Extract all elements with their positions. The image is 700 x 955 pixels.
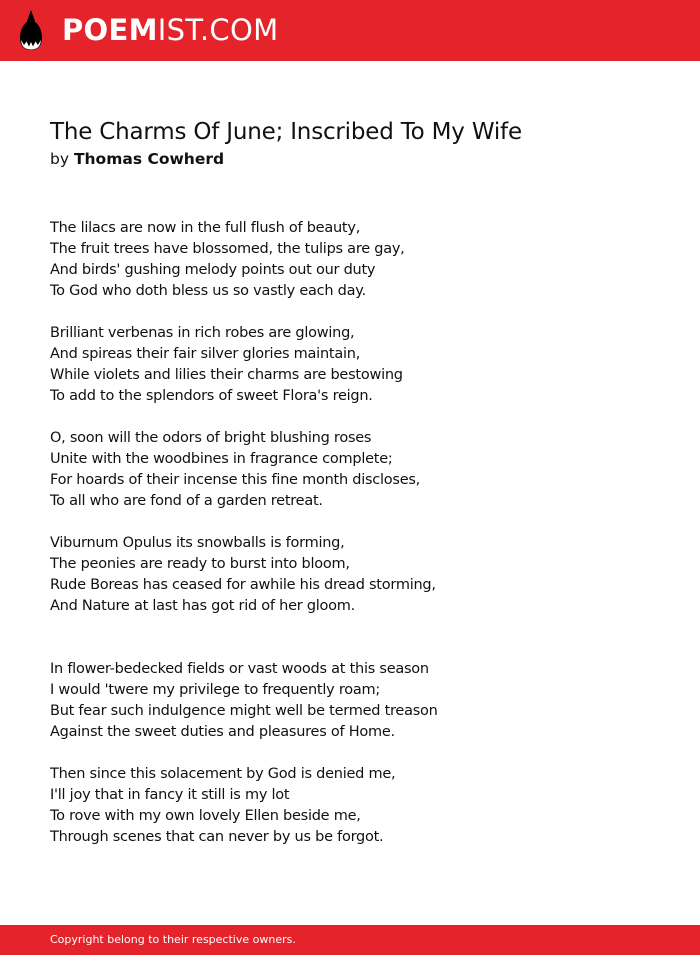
poem-line: Rude Boreas has ceased for awhile his dread storming, — [50, 577, 436, 593]
site-logo-link[interactable] — [18, 9, 278, 51]
poem-line: To all who are fond of a garden retreat. — [50, 493, 323, 509]
poem-line: And spireas their fair silver glories maintain, — [50, 346, 361, 362]
poem-line: The lilacs are now in the full flush of beauty, — [50, 220, 361, 236]
poem-line: I'll joy that in fancy it still is my lot — [50, 787, 290, 803]
by-label: by — [50, 150, 70, 168]
poem-line: Against the sweet duties and pleasures of Home. — [50, 724, 395, 740]
stanza — [50, 764, 650, 848]
pencil-tip-icon — [18, 9, 44, 51]
site-header — [0, 0, 700, 61]
poem-line: For hoards of their incense this fine month discloses, — [50, 472, 421, 488]
stanza — [50, 533, 650, 617]
poem-line: Through scenes that can never by us be forgot. — [50, 829, 384, 845]
stanza — [50, 323, 650, 407]
poem-line: To God who doth bless us so vastly each day. — [50, 283, 366, 299]
site-footer — [0, 925, 700, 955]
poem-line: I would 'twere my privilege to frequently roam; — [50, 682, 380, 698]
stanza — [50, 428, 650, 512]
poem-line: To rove with my own lovely Ellen beside me, — [50, 808, 361, 824]
stanza — [50, 659, 650, 743]
copyright-note: Copyright belong to their respective owners. — [50, 933, 296, 946]
poem-body — [50, 218, 650, 869]
poem-line: In flower-bedecked fields or vast woods at this season — [50, 661, 429, 677]
poem-line: And Nature at last has got rid of her gloom. — [50, 598, 356, 614]
poem-line: Brilliant verbenas in rich robes are glowing, — [50, 325, 355, 341]
logo-wordmark-light: IST.COM — [157, 13, 279, 47]
poem-header — [50, 116, 650, 170]
poem-line: O, soon will the odors of bright blushing roses — [50, 430, 372, 446]
poem-line: The fruit trees have blossomed, the tulips are gay, — [50, 241, 405, 257]
poem-line: To add to the splendors of sweet Flora's reign. — [50, 388, 373, 404]
logo-wordmark-bold: POEM — [62, 13, 158, 47]
poem-line: And birds' gushing melody points out our duty — [50, 262, 376, 278]
author-name: Thomas Cowherd — [73, 150, 225, 168]
poem-line: Viburnum Opulus its snowballs is forming, — [50, 535, 345, 551]
poem-line: While violets and lilies their charms are bestowing — [50, 367, 403, 383]
byline — [50, 148, 650, 170]
poem-title: The Charms Of June; Inscribed To My Wife — [50, 119, 522, 145]
logo-wordmark — [62, 9, 278, 51]
poem-line: But fear such indulgence might well be termed treason — [50, 703, 438, 719]
poem-line: The peonies are ready to burst into bloom, — [50, 556, 350, 572]
stanza — [50, 218, 650, 302]
poem-line: Unite with the woodbines in fragrance complete; — [50, 451, 393, 467]
poem-line: Then since this solacement by God is denied me, — [50, 766, 396, 782]
